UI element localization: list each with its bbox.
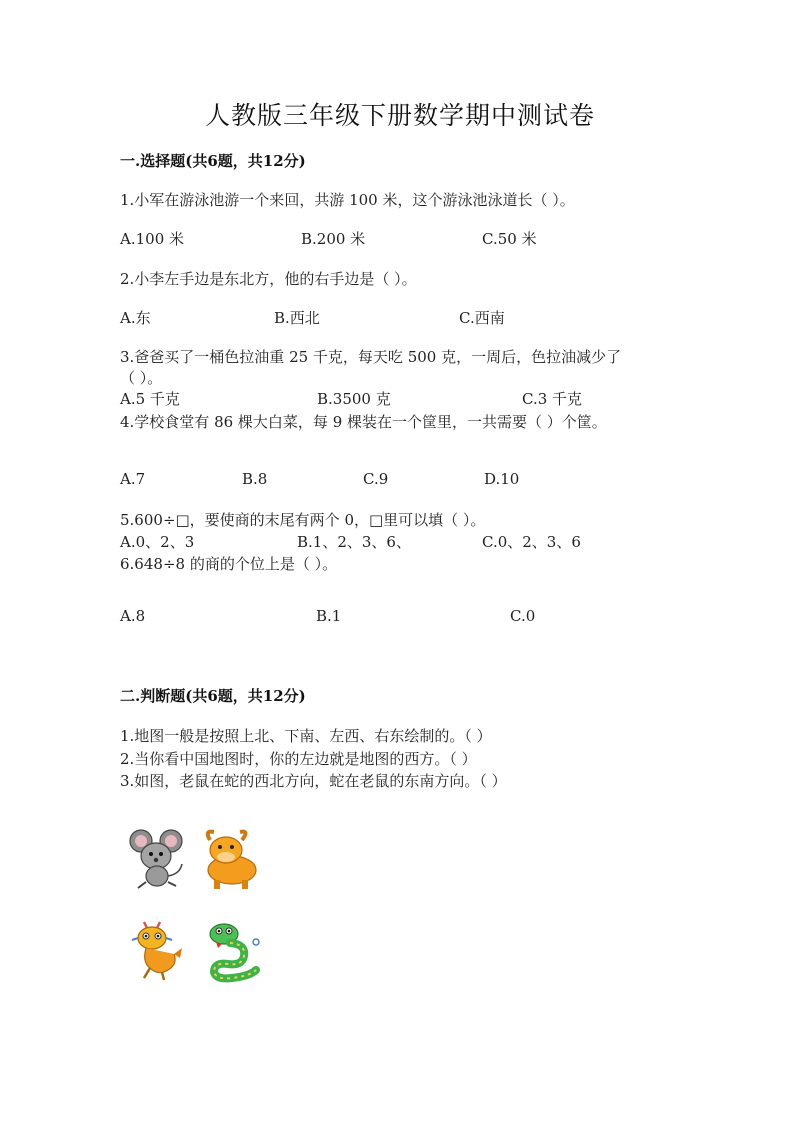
question-2: 2.小李左手边是东北方，他的右手边是（ ）。 <box>120 270 417 288</box>
mouse-icon <box>124 826 190 892</box>
judge-item-1: 1.地图一般是按照上北、下南、左西、右东绘制的。（ ） <box>120 727 492 745</box>
ox-icon <box>196 826 262 892</box>
page-title: 人教版三年级下册数学期中测试卷 <box>204 101 595 130</box>
option-6c: C.0 <box>510 607 536 625</box>
question-6: 6.648÷8 的商的个位上是（ ）。 <box>120 555 338 573</box>
question-3: 3.爸爸买了一桶色拉油重 25 千克，每天吃 500 克，一周后，色拉油减少了 <box>120 348 622 366</box>
option-1a: A.100 米 <box>120 230 184 248</box>
option-4a: A.7 <box>120 470 146 488</box>
option-3a: A.5 千克 <box>120 390 180 408</box>
option-2a: A.东 <box>120 309 151 327</box>
option-5b: B.1、2、3、6、 <box>297 533 411 551</box>
option-1c: C.50 米 <box>482 230 537 248</box>
option-1b: B.200 米 <box>301 230 366 248</box>
option-6b: B.1 <box>316 607 342 625</box>
option-5c: C.0、2、3、6 <box>482 533 581 551</box>
snake-icon <box>200 918 266 984</box>
question-1: 1.小军在游泳池游一个来回，共游 100 米，这个游泳池泳道长（ ）。 <box>120 191 575 209</box>
question-4: 4.学校食堂有 86 棵大白菜，每 9 棵装在一个筐里，一共需要（ ）个筐。 <box>120 413 607 431</box>
option-4b: B.8 <box>242 470 268 488</box>
option-4c: C.9 <box>363 470 389 488</box>
judge-item-3: 3.如图，老鼠在蛇的西北方向，蛇在老鼠的东南方向。（ ） <box>120 772 507 790</box>
option-2b: B.西北 <box>274 309 320 327</box>
question-5: 5.600÷□，要使商的末尾有两个 0，□里可以填（ ）。 <box>120 511 486 529</box>
option-3c: C.3 千克 <box>522 390 583 408</box>
option-4d: D.10 <box>484 470 520 488</box>
section-heading-judge: 二.判断题(共6题，共12分) <box>120 687 306 705</box>
option-2c: C.西南 <box>459 309 505 327</box>
section-heading-choice: 一.选择题(共6题，共12分) <box>120 152 306 170</box>
dragon-icon <box>124 918 190 984</box>
option-3b: B.3500 克 <box>317 390 391 408</box>
option-5a: A.0、2、3 <box>120 533 195 551</box>
option-6a: A.8 <box>120 607 146 625</box>
question-3-cont: （ ）。 <box>120 369 163 387</box>
judge-item-2: 2.当你看中国地图时，你的左边就是地图的西方。（ ） <box>120 750 477 768</box>
